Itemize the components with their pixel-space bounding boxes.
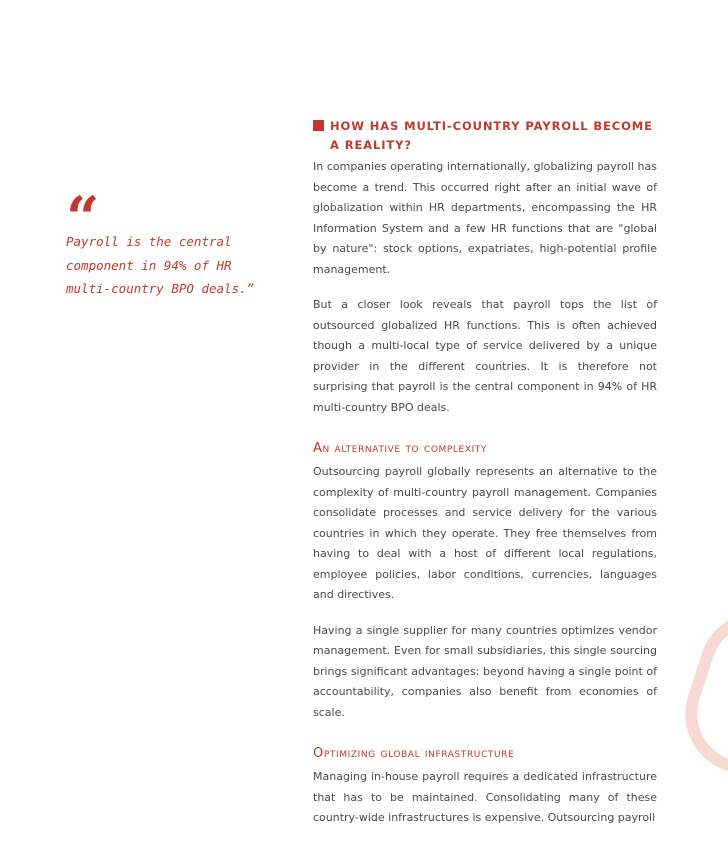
pull-quote-text: Payroll is the central component in 94% of HR multi-country BPO deals.” bbox=[66, 234, 255, 296]
subheading-alternative: An alternative to complexity bbox=[313, 441, 488, 456]
section-heading-text: HOW HAS MULTI-COUNTRY PAYROLL BECOME A REALITY? bbox=[330, 119, 653, 152]
quote-mark: “ bbox=[66, 184, 100, 252]
bullet-square-icon bbox=[313, 120, 324, 131]
section-heading bbox=[313, 117, 657, 155]
subheading-infrastructure: Optimizing global infrastructure bbox=[313, 746, 515, 761]
main-column bbox=[313, 117, 657, 844]
paragraph: Having a single supplier for many countries optimizes vendor management. Even for small subsidiaries, this single sourcing brings significant advantages: beyond having a single point of accountability, companies also benefit from economies of scale. bbox=[313, 623, 657, 719]
paragraph: Managing in-house payroll requires a dedicated infrastructure that has to be maintained. Consolidating many of these country-wide infrastructures is expensive. Outsourcing payroll bbox=[313, 770, 657, 824]
paragraph: Outsourcing payroll globally represents an alternative to the complexity of multi-country payroll management. Companies consolidate processes and service delivery for the various countries in which they operate. They free themselves from having to deal with a host of different local regulations, employee policies, labor conditions, currencies, languages and directives. bbox=[313, 465, 657, 601]
pull-quote bbox=[66, 184, 266, 301]
paragraph: In companies operating internationally, globalizing payroll has become a trend. This occurred right after an initial wave of globalization within HR departments, encompassing the HR Information System and a few HR functions that are "global by nature": stock options, expatriates, high-potential profile management. bbox=[313, 160, 657, 276]
paragraph: But a closer look reveals that payroll tops the list of outsourced globalized HR functions. This is often achieved though a multi-local type of service delivered by a unique provider in the different countries. It is therefore not surprising that payroll is the central component in 94% of HR multi-country BPO deals. bbox=[313, 298, 657, 414]
decorative-arc bbox=[670, 596, 728, 777]
